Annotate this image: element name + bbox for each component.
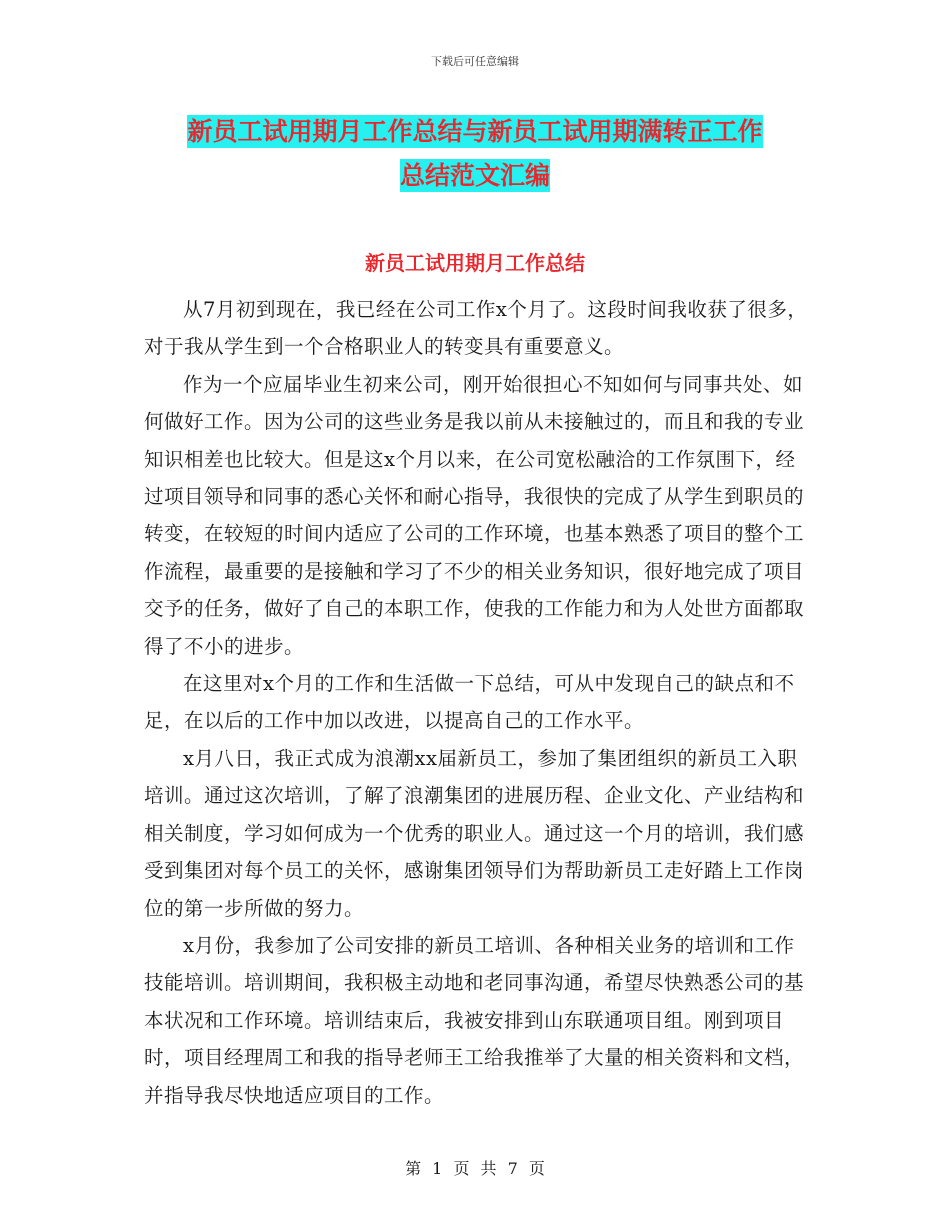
- document-title: [145, 110, 805, 198]
- section-title: 新员工试用期月工作总结: [365, 251, 585, 275]
- header-note: 下载后可任意编辑: [431, 55, 519, 68]
- page-number-footer: 第 1 页 共 7 页: [405, 1159, 545, 1178]
- paragraph: 从7月初到现在，我已经在公司工作x个月了。这段时间我收获了很多，对于我从学生到一个合格职业人的转变具有重要意义。: [144, 298, 808, 359]
- title-line-2: 总结范文汇编: [399, 161, 550, 190]
- document-body: [144, 291, 810, 1114]
- title-line-1: 新员工试用期月工作总结与新员工试用期满转正工作: [187, 117, 763, 146]
- paragraph: 在这里对x个月的工作和生活做一下总结，可从中发现自己的缺点和不足，在以后的工作中加以改进，以提高自己的工作水平。: [144, 672, 795, 733]
- paragraph: x月份，我参加了公司安排的新员工培训、各种相关业务的培训和工作技能培训。培训期间，我积极主动地和老同事沟通，希望尽快熟悉公司的基本状况和工作环境。培训结束后，我被安排到山东联通项目组。刚到项目时，项目经理周工和我的指导老师王工给我推举了大量的相关资料和文档，并指导我尽快地适应项目的工作。: [144, 933, 805, 1107]
- paragraph: 作为一个应届毕业生初来公司，刚开始很担心不知如何与同事共处、如何做好工作。因为公司的这些业务是我以前从未接触过的，而且和我的专业知识相差也比较大。但是这x个月以来，在公司宽松融洽的工作氛围下，经过项目领导和同事的悉心关怀和耐心指导，我很快的完成了从学生到职员的转变，在较短的时间内适应了公司的工作环境，也基本熟悉了项目的整个工作流程，最重要的是接触和学习了不少的相关业务知识，很好地完成了项目交予的任务，做好了自己的本职工作，使我的工作能力和为人处世方面都取得了不小的进步。: [144, 372, 805, 658]
- paragraph: x月八日，我正式成为浪潮xx届新员工，参加了集团组织的新员工入职培训。通过这次培训，了解了浪潮集团的进展历程、企业文化、产业结构和相关制度，学习如何成为一个优秀的职业人。通过这一个月的培训，我们感受到集团对每个员工的关怀，感谢集团领导们为帮助新员工走好踏上工作岗位的第一步所做的努力。: [144, 746, 805, 920]
